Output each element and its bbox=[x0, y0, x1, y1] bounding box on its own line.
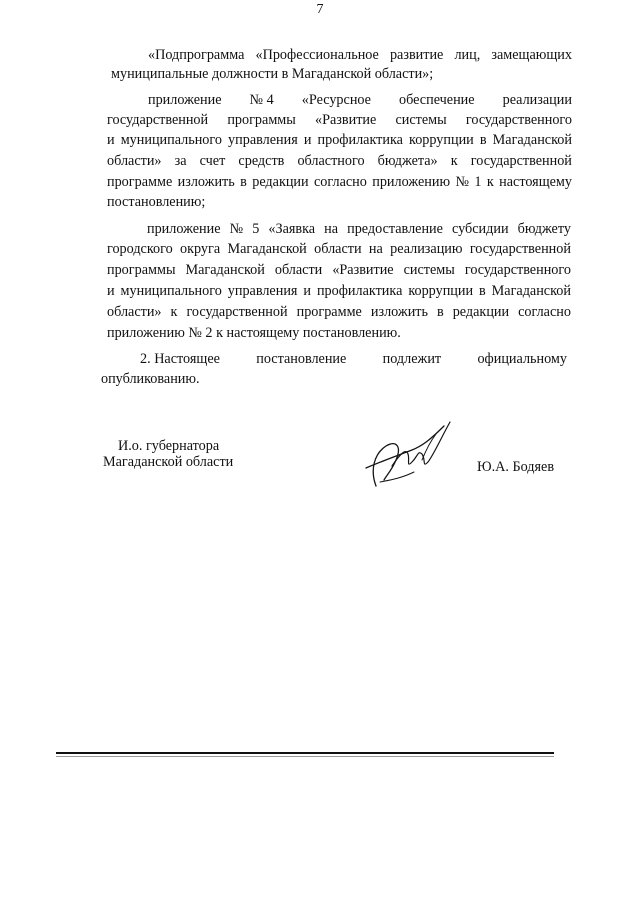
signatory-position-line: И.о. губернатора bbox=[118, 438, 220, 454]
word: системы bbox=[395, 112, 447, 128]
word: и bbox=[303, 132, 312, 148]
handwritten-signature bbox=[356, 420, 460, 492]
text-line bbox=[107, 261, 571, 279]
word: коррупции bbox=[408, 283, 474, 299]
text-line bbox=[101, 370, 200, 388]
word: профилактика bbox=[316, 283, 403, 299]
word: на bbox=[368, 241, 383, 257]
word: приложение bbox=[148, 92, 222, 108]
word: государственной bbox=[107, 112, 209, 128]
text-line bbox=[107, 193, 205, 211]
word: изложить bbox=[177, 174, 235, 190]
word: области bbox=[274, 262, 323, 278]
word: лиц, bbox=[454, 47, 481, 63]
word: профилактика bbox=[317, 132, 403, 148]
text-line bbox=[107, 111, 572, 129]
word: обеспечение bbox=[399, 92, 475, 108]
page-number: 7 bbox=[316, 2, 324, 17]
word: муниципального bbox=[120, 283, 222, 299]
text-line bbox=[147, 220, 571, 238]
word: и bbox=[303, 283, 311, 299]
word: государственной bbox=[470, 153, 572, 169]
word: изложить bbox=[370, 304, 428, 320]
word: области» bbox=[107, 153, 162, 169]
word: согласно bbox=[518, 304, 571, 320]
word: в bbox=[240, 174, 247, 190]
text-line bbox=[148, 46, 572, 64]
word: Магаданской bbox=[491, 283, 571, 299]
word: Магаданской bbox=[492, 132, 572, 148]
text-line bbox=[111, 65, 433, 83]
word: в bbox=[479, 132, 487, 148]
word: и bbox=[107, 283, 115, 299]
word: приложение bbox=[147, 221, 221, 237]
word: «Ресурсное bbox=[301, 92, 371, 108]
word: постановлению; bbox=[107, 194, 206, 210]
word: управления bbox=[227, 283, 298, 299]
word: городского bbox=[107, 241, 173, 257]
word: № 4 bbox=[249, 92, 274, 108]
word: к bbox=[170, 304, 178, 320]
word: области» bbox=[107, 304, 162, 320]
signatory-organization bbox=[103, 453, 233, 471]
signer-name: Ю.А. Бодяев bbox=[477, 459, 555, 475]
word: замещающих bbox=[491, 47, 572, 63]
word: государственной bbox=[186, 304, 288, 320]
word: и bbox=[107, 132, 115, 148]
word: «Профессиональное bbox=[255, 47, 379, 63]
word: системы bbox=[403, 262, 455, 278]
word: реализации bbox=[502, 92, 572, 108]
word: программы bbox=[227, 112, 296, 128]
word: 1 bbox=[474, 174, 482, 190]
word: к bbox=[486, 174, 494, 190]
word: субсидии bbox=[452, 221, 509, 237]
word: к bbox=[450, 153, 458, 169]
word: государственного bbox=[465, 112, 572, 128]
word: согласно bbox=[314, 174, 367, 190]
word: бюджета» bbox=[377, 153, 438, 169]
word: в bbox=[479, 283, 486, 299]
text-line bbox=[107, 240, 571, 258]
word: за bbox=[174, 153, 187, 169]
word: № bbox=[229, 221, 244, 237]
word: реализацию bbox=[390, 241, 463, 257]
footer-divider-shadow bbox=[56, 756, 554, 757]
word: области bbox=[314, 241, 362, 257]
word: редакции bbox=[252, 174, 309, 190]
word: округа bbox=[180, 241, 221, 257]
word: официальному bbox=[477, 351, 567, 367]
text-line bbox=[107, 131, 572, 149]
text-line bbox=[107, 303, 571, 321]
word: государственного bbox=[464, 262, 571, 278]
text-line bbox=[148, 91, 572, 109]
signatory-organization-line: Магаданской области bbox=[103, 454, 234, 470]
text-line bbox=[107, 324, 401, 342]
word: «Развитие bbox=[315, 112, 377, 128]
word: муниципальные должности в Магаданской области»; bbox=[111, 66, 434, 82]
word: развитие bbox=[389, 47, 444, 63]
word: постановление bbox=[256, 351, 347, 367]
word: опубликованию. bbox=[101, 371, 200, 387]
word: 2. Настоящее bbox=[140, 351, 220, 367]
word: Магаданской bbox=[227, 241, 307, 257]
word: подлежит bbox=[382, 351, 442, 367]
word: счет bbox=[199, 153, 226, 169]
word: «Подпрограмма bbox=[148, 47, 245, 63]
footer-divider bbox=[56, 752, 554, 754]
word: государственной bbox=[469, 241, 571, 257]
word: «Развитие bbox=[332, 262, 394, 278]
text-line bbox=[107, 173, 572, 191]
word: настоящему bbox=[499, 174, 572, 190]
text-line bbox=[107, 282, 571, 300]
word: «Заявка bbox=[268, 221, 316, 237]
word: предоставление bbox=[347, 221, 443, 237]
word: программе bbox=[107, 174, 173, 190]
word: № bbox=[455, 174, 469, 190]
word: Магаданской bbox=[185, 262, 265, 278]
word: в bbox=[436, 304, 444, 320]
word: на bbox=[324, 221, 339, 237]
word: бюджету bbox=[517, 221, 571, 237]
word: редакции bbox=[452, 304, 510, 320]
text-line bbox=[140, 350, 567, 368]
word: средств bbox=[238, 153, 285, 169]
word: муниципального bbox=[120, 132, 222, 148]
word: программы bbox=[107, 262, 176, 278]
word: приложению № 2 к настоящему постановлению. bbox=[107, 325, 401, 341]
word: 5 bbox=[252, 221, 260, 237]
word: управления bbox=[228, 132, 298, 148]
text-line bbox=[107, 152, 572, 170]
word: коррупции bbox=[409, 132, 474, 148]
word: областного bbox=[297, 153, 365, 169]
word: программе bbox=[296, 304, 362, 320]
word: приложению bbox=[372, 174, 451, 190]
